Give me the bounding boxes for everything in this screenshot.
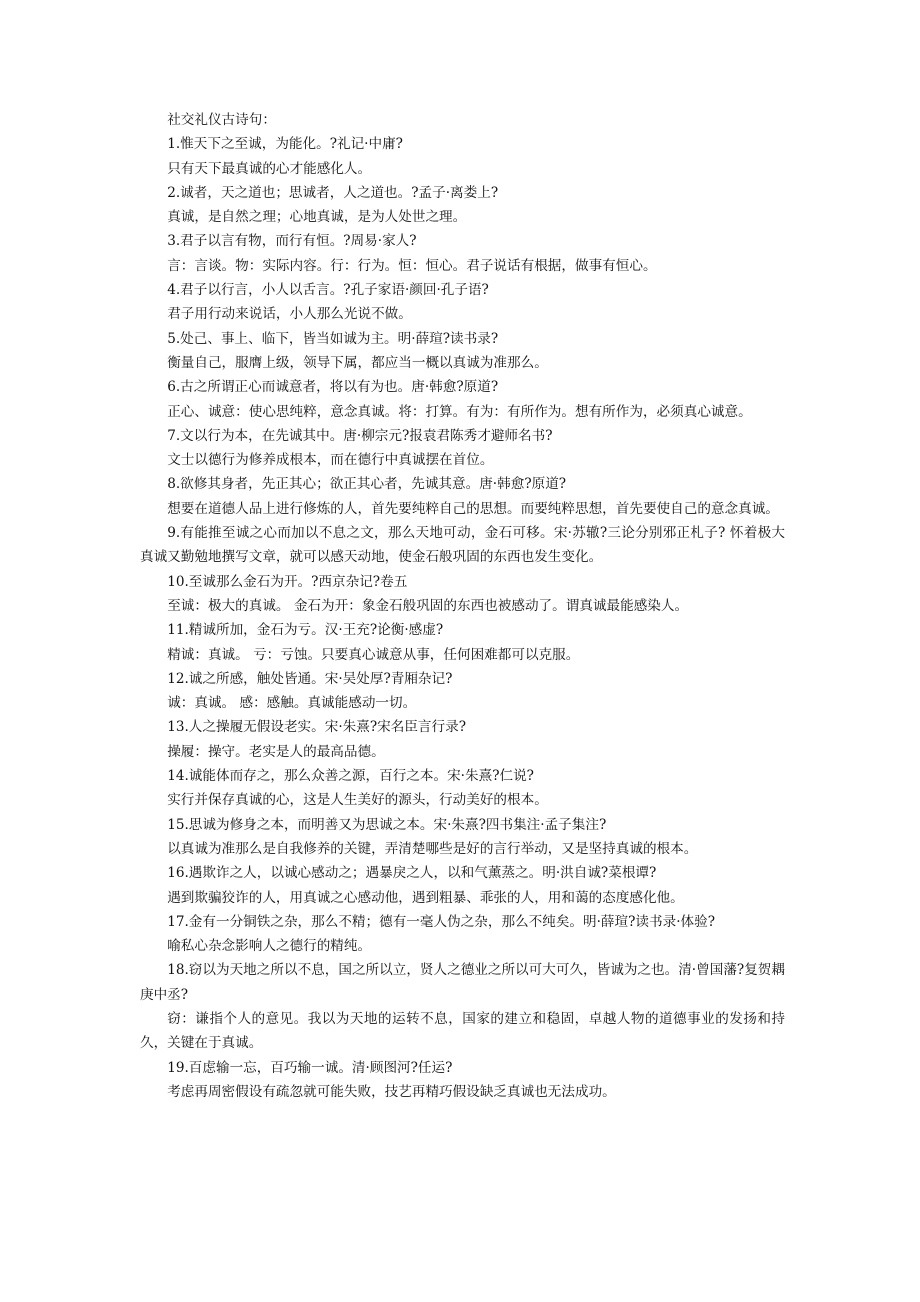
entry-note: 考虑再周密假设有疏忽就可能失败，技艺再精巧假设缺乏真诚也无法成功。 (167, 1083, 616, 1100)
document-body (140, 108, 785, 1104)
entry-quote: 4.君子以行言，小人以舌言。?孔子家语·颜回·孔子语? (167, 282, 489, 299)
entry-note: 窃：谦指个人的意见。我以为天地的运转不息，国家的建立和稳固，卓越人物的道德事业的发扬和持久，关键在于真诚。 (140, 1010, 785, 1052)
entry-quote: 10.至诚那么金石为开。?西京杂记?卷五 (167, 573, 408, 590)
entry-quote: 1.惟天下之至诚，为能化。?礼记·中庸? (167, 136, 403, 153)
entry-note: 至诚：极大的真诚。 金石为开：象金石般巩固的东西也被感动了。谓真诚最能感染人。 (167, 597, 689, 614)
entry-quote: 5.处己、事上、临下，皆当如诚为主。明·薛瑄?读书录? (167, 330, 499, 347)
entry-note: 君子用行动来说话，小人那么光说不做。 (167, 306, 412, 323)
entry-note: 喻私心杂念影响人之德行的精纯。 (167, 938, 372, 955)
entry-note: 想要在道德人品上进行修炼的人，首先要纯粹自己的思想。而要纯粹思想，首先要使自己的意念真诚。 (167, 500, 779, 517)
entry-note: 言：言谈。物：实际内容。行：行为。恒：恒心。君子说话有根据，做事有恒心。 (167, 257, 657, 274)
entry-quote (140, 521, 785, 570)
entry-quote: 8.欲修其身者，先正其心；欲正其心者，先诚其意。唐·韩愈?原道? (167, 476, 567, 493)
entry-note: 正心、诚意：使心思纯粹，意念真诚。将：打算。有为：有所作为。想有所作为，必须真心诚意。 (167, 403, 752, 420)
entry-note: 真诚，是自然之理；心地真诚，是为人处世之理。 (167, 209, 467, 226)
entry-note: 遇到欺骗狡诈的人，用真诚之心感动他，遇到粗暴、乖张的人，用和蔼的态度感化他。 (167, 889, 684, 906)
entry-quote: 16.遇欺诈之人，以诚心感动之；遇暴戾之人，以和气薰蒸之。明·洪自诚?菜根谭? (167, 865, 657, 882)
entry-note: 文士以德行为修养成根本，而在德行中真诚摆在首位。 (167, 452, 494, 469)
entry-quote: 2.诚者，天之道也；思诚者，人之道也。?孟子·离娄上? (167, 184, 499, 201)
entry-note: 操履：操守。老实是人的最高品德。 (167, 743, 385, 760)
entry-quote-text: 9.有能推至诚之心而加以不息之文，那么天地可动，金石可移。宋·苏辙?三论分别邪正札子? (167, 525, 726, 542)
entry-quote: 11.精诚所加，金石为亏。汉·王充?论衡·感虚? (167, 622, 444, 639)
entry-note: 只有天下最真诚的心才能感化人。 (167, 160, 372, 177)
entry-quote: 15.思诚为修身之本，而明善又为思诚之本。宋·朱熹?四书集注·孟子集注? (167, 816, 607, 833)
entry-quote: 3.君子以言有物，而行有恒。?周易·家人? (167, 233, 417, 250)
entry-note: 实行并保存真诚的心，这是人生美好的源头，行动美好的根本。 (167, 792, 548, 809)
entry-quote: 7.文以行为本，在先诚其中。唐·柳宗元?报袁君陈秀才避师名书? (167, 427, 553, 444)
entry-note: 衡量自己，服膺上级，领导下属，都应当一概以真诚为准那么。 (167, 354, 548, 371)
entry-quote: 13.人之操履无假设老实。宋·朱熹?宋名臣言行录? (167, 719, 466, 736)
entry-inline-note: 怀着极大真诚又勤勉地撰写文章，就可以感天动地，使金石般巩固的东西也发生变化。 (140, 525, 785, 566)
page-title: 社交礼仪古诗句： (167, 112, 276, 128)
entry-quote: 12.诚之所感，触处皆通。宋·吴处厚?青厢杂记? (167, 670, 453, 687)
entry-quote: 17.金有一分铜铁之杂，那么不精；德有一毫人伪之杂，那么不纯矣。明·薛瑄?读书录·体验? (167, 913, 715, 930)
entry-quote: 6.古之所谓正心而诚意者，将以有为也。唐·韩愈?原道? (167, 379, 499, 396)
entry-note: 诚：真诚。 感：感触。真诚能感动一切。 (167, 695, 417, 712)
entry-quote: 18.窃以为天地之所以不息，国之所以立，贤人之德业之所以可大可久，皆诚为之也。清·曾国藩?复贺耦庚中丞? (140, 962, 785, 1003)
entry-quote: 14.诚能体而存之，那么众善之源，百行之本。宋·朱熹?仁说? (167, 768, 534, 785)
entry-note: 以真诚为准那么是自我修养的关键，弄清楚哪些是好的言行举动，又是坚持真诚的根本。 (167, 840, 698, 857)
entry-note: 精诚：真诚。 亏：亏蚀。只要真心诚意从事，任何困难都可以克服。 (167, 646, 580, 663)
entry-quote: 19.百虑输一忘，百巧输一诚。清·顾图河?任运? (167, 1059, 453, 1076)
entry-list (140, 132, 785, 1104)
